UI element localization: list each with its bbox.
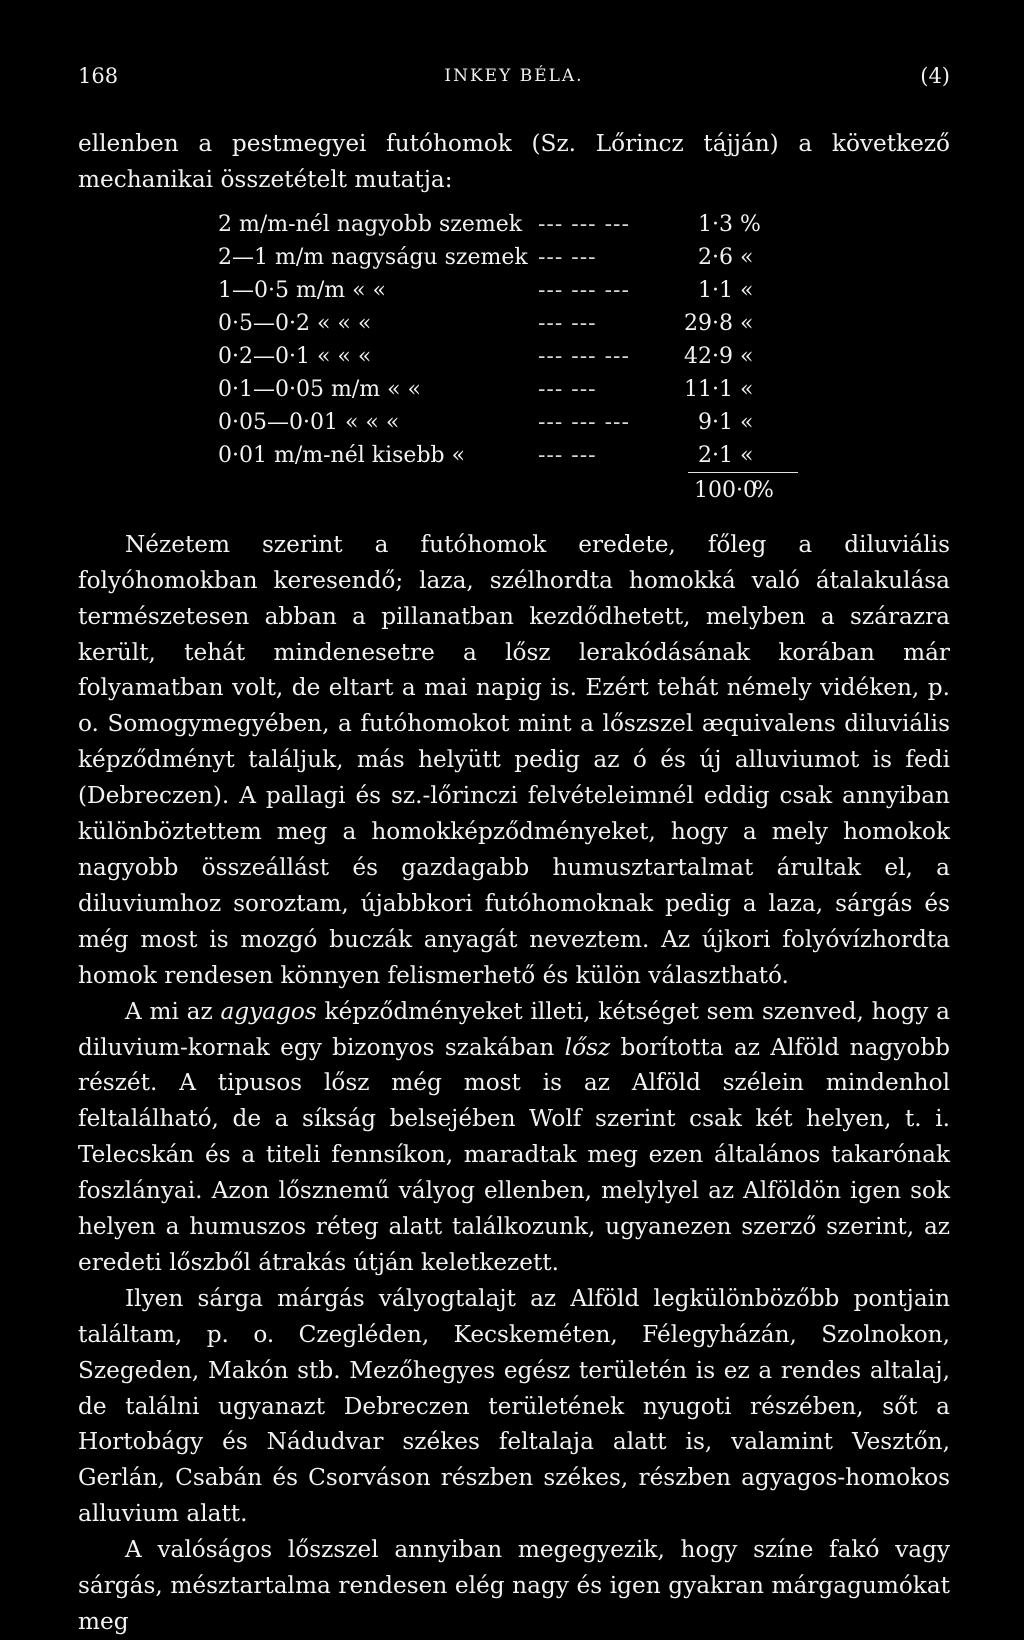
grain-size-table xyxy=(218,208,838,509)
leader-dots: --- --- xyxy=(538,310,597,336)
text-run: borította az Alföld nagyobb részét. A tipusos lősz még most is az Alföld szélein mindenhol feltalálható, de a síkság belsejében Wolf szerint csak két helyen, t. i. Telecskán és a titeli fennsíkon, maradtak meg ezen általános takarónak foszlányai. Azon lősznemű vályog ellenben, melylyel az Alföldön igen sok helyen a humuszos réteg alatt találkozunk, ugyanezen szerző szerint, az eredeti lőszből átrakás útján keletkezett. xyxy=(78,1033,950,1276)
row-value: 1·3 xyxy=(698,211,733,237)
part-number: (4) xyxy=(920,64,950,88)
row-label: 0·05—0·01 « « « xyxy=(218,409,400,435)
table-row xyxy=(218,340,838,373)
page-header xyxy=(78,60,950,100)
row-label: 2—1 m/m nagyságu szemek xyxy=(218,244,528,270)
row-unit: « xyxy=(740,376,754,402)
row-value: 29·8 xyxy=(684,310,733,336)
intro-paragraph: ellenben a pestmegyei futóhomok (Sz. Lőrincz tájján) a következő mechanikai összetételt mutatja: xyxy=(78,130,950,193)
leader-dots: --- --- xyxy=(538,244,597,270)
table-row xyxy=(218,274,838,307)
row-unit: « xyxy=(740,442,754,468)
row-unit: « xyxy=(740,277,754,303)
table-row xyxy=(218,373,838,406)
leader-dots: --- --- --- xyxy=(538,343,630,369)
table-row xyxy=(218,307,838,340)
italic-term: lősz xyxy=(564,1033,611,1061)
row-value: 1·1 xyxy=(698,277,733,303)
paragraph-origin: Nézetem szerint a futóhomok eredete, főleg a diluviális folyóhomokban keresendő; laza, szélhordta homokká való átalakulása természetesen abban a pillanatban kezdődhetett, melyben a szárazra került, tehát mindenesetre a lősz lerakódásának korában már folyamatban volt, de eltart a mai napig is. Ezért tehát némely vidéken, p. o. Somogymegyében, a futóhomokot mint a lőszszel æquivalens diluviális képződményt találjuk, más helyütt pedig az ó és új alluviumot is fedi (Debreczen). A pallagi és sz.-lőrinczi felvételeimnél eddig csak annyiban különböztettem meg a homokképződményeket, hogy a mely homokok nagyobb összeállást és gazdagabb humusztartalmat árultak el, a diluviumhoz soroztam, újabbkori futóhomoknak pedig a laza, sárgás és még most is mozgó buczák anyagát neveztem. Az újkori folyóvízhordta homok rendesen könnyen felismerhető és külön választható. xyxy=(78,530,950,989)
paragraph-loess xyxy=(78,994,950,1281)
row-value: 42·9 xyxy=(684,343,733,369)
leader-dots: --- --- --- xyxy=(538,277,630,303)
row-value: 2·1 xyxy=(698,442,733,468)
row-label: 2 m/m-nél nagyobb szemek xyxy=(218,211,523,237)
row-unit: « xyxy=(740,310,754,336)
row-value: 2·6 xyxy=(698,244,733,270)
paragraph-comparison: A valóságos lőszszel annyiban megegyezik, hogy színe fakó vagy sárgás, mésztartalma rendesen elég nagy és igen gyakran márgagumókat meg xyxy=(78,1536,950,1635)
leader-dots: --- --- xyxy=(538,442,597,468)
row-value: 9·1 xyxy=(698,409,733,435)
running-title: INKEY BÉLA. xyxy=(444,66,584,86)
row-label: 0·1—0·05 m/m « « xyxy=(218,376,422,402)
row-label: 0·01 m/m-nél kisebb « xyxy=(218,442,466,468)
paragraph-subsoil: Ilyen sárga márgás vályogtalajt az Alföld legkülönbözőbb pontjain találtam, p. o. Czegléden, Kecskeméten, Félegyházán, Szolnokon, Szegeden, Makón stb. Mezőhegyes egész területén is ez a rendes altalaj, de találni ugyanazt Debreczen területének nyugoti részében, sőt a Hortobágy és Nádudvar székes feltalaja alatt is, valamint Vesztőn, Gerlán, Csabán és Csorváson részben székes, részben agyagos-homokos alluvium alatt. xyxy=(78,1284,950,1528)
page-number: 168 xyxy=(78,64,119,88)
table-row xyxy=(218,241,838,274)
row-label: 0·5—0·2 « « « xyxy=(218,310,372,336)
table-total-row xyxy=(218,473,838,509)
text-run: A mi az xyxy=(125,997,221,1025)
row-label: 1—0·5 m/m « « xyxy=(218,277,387,303)
row-unit: « xyxy=(740,409,754,435)
leader-dots: --- --- xyxy=(538,376,597,402)
total-unit: % xyxy=(753,477,774,503)
table-row xyxy=(218,439,838,472)
table-row xyxy=(218,406,838,439)
row-unit: % xyxy=(740,211,761,237)
row-value: 11·1 xyxy=(684,376,733,402)
italic-term: agyagos xyxy=(220,997,317,1025)
row-unit: « xyxy=(740,244,754,270)
row-label: 0·2—0·1 « « « xyxy=(218,343,372,369)
text-run: képződményeket illeti, kétséget sem szenved, hogy a diluvium-kornak egy bizonyos szakában xyxy=(78,997,950,1061)
row-unit: « xyxy=(740,343,754,369)
book-page xyxy=(78,60,950,1640)
table-row xyxy=(218,208,838,241)
leader-dots: --- --- --- xyxy=(538,409,630,435)
total-value: 100·0 xyxy=(694,477,757,503)
leader-dots: --- --- --- xyxy=(538,211,630,237)
